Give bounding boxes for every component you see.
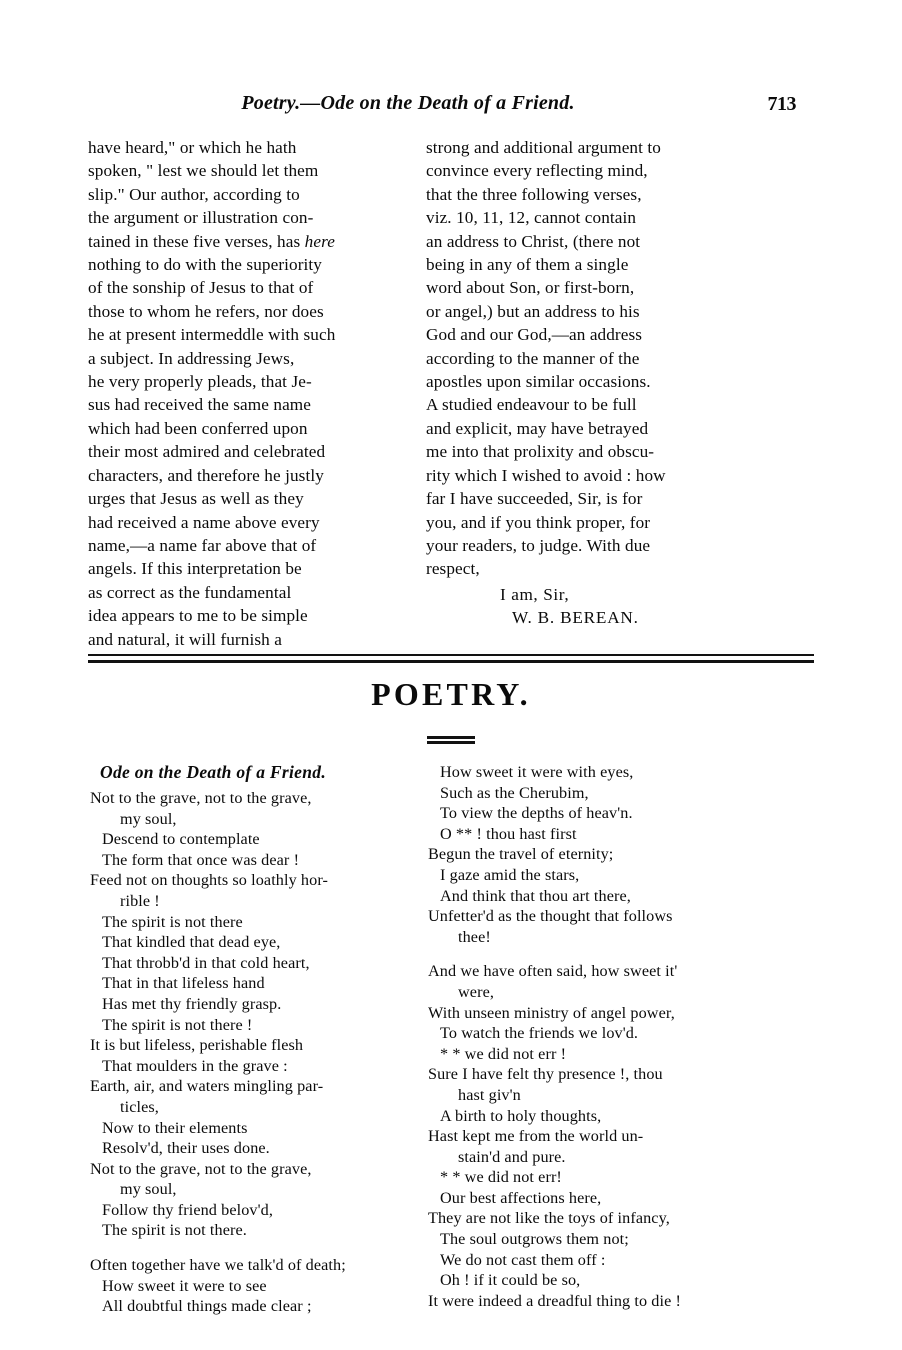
- verse-line: Has met thy friendly grasp.: [102, 994, 282, 1013]
- verse-line: Descend to contemplate: [102, 830, 260, 849]
- verse-line: It were indeed a dreadful thing to die !: [428, 1291, 682, 1310]
- prose-line: word about Son, or first-born,: [426, 278, 635, 298]
- prose-line: rity which I wished to avoid : how: [426, 465, 666, 485]
- prose-line: and explicit, may have betrayed: [426, 418, 649, 438]
- verse-line: I gaze amid the stars,: [440, 865, 580, 884]
- heading-ornament-rule: [427, 736, 475, 744]
- prose-line: according to the manner of the: [426, 348, 640, 368]
- verse-line: Our best affections here,: [440, 1188, 602, 1207]
- verse-line: All doubtful things made clear ;: [102, 1297, 312, 1316]
- prose-line: he at present intermeddle with such: [88, 325, 336, 345]
- poem-verse-lines-left: [90, 788, 426, 1317]
- page-number: 713: [767, 93, 796, 115]
- verse-line: were,: [458, 982, 494, 1001]
- prose-line: respect,: [426, 559, 480, 579]
- verse-line: Oh ! if it could be so,: [440, 1271, 581, 1290]
- verse-line: To watch the friends we lov'd.: [440, 1024, 639, 1043]
- verse-line: O ** ! thou hast first: [440, 824, 577, 843]
- verse-line: * * we did not err!: [440, 1168, 562, 1187]
- prose-line: angels. If this interpretation be: [88, 559, 302, 579]
- prose-line: nothing to do with the superiority: [88, 255, 322, 275]
- stanza-gap: [428, 947, 764, 961]
- prose-line: your readers, to judge. With due: [426, 535, 651, 555]
- verse-line: Often together have we talk'd of death;: [90, 1256, 346, 1275]
- prose-line: have heard," or which he hath: [88, 138, 297, 157]
- poem-column-left: [90, 762, 426, 1317]
- verse-line: hast giv'n: [458, 1085, 521, 1104]
- prose-line: God and our God,—an address: [426, 325, 643, 345]
- letter-signoff: [426, 583, 756, 630]
- verse-line: The spirit is not there: [102, 912, 243, 931]
- verse-line: A birth to holy thoughts,: [440, 1106, 602, 1125]
- verse-line: Resolv'd, their uses done.: [102, 1139, 270, 1158]
- verse-line: That moulders in the grave :: [102, 1056, 288, 1075]
- running-head-title: Poetry.—Ode on the Death of a Friend.: [241, 92, 575, 114]
- poem-title: Ode on the Death of a Friend.: [100, 762, 326, 782]
- prose-line: sus had received the same name: [88, 395, 312, 415]
- verse-line: thee!: [458, 927, 491, 946]
- verse-line: Sure I have felt thy presence !, thou: [428, 1065, 663, 1084]
- prose-column-left: [88, 136, 418, 651]
- prose-line: being in any of them a single: [426, 255, 629, 275]
- verse-line: Such as the Cherubim,: [440, 783, 589, 802]
- prose-line: you, and if you think proper, for: [426, 512, 651, 532]
- poem-column-right: [428, 762, 764, 1311]
- prose-line: A studied endeavour to be full: [426, 395, 637, 415]
- prose-line: characters, and therefore he justly: [88, 465, 324, 485]
- prose-line: he very properly pleads, that Je-: [88, 372, 312, 392]
- prose-line: me into that prolixity and obscu-: [426, 442, 655, 462]
- prose-line: slip." Our author, according to: [88, 184, 300, 204]
- prose-line: of the sonship of Jesus to that of: [88, 278, 314, 298]
- prose-line: or angel,) but an address to his: [426, 301, 640, 321]
- verse-line: Earth, air, and waters mingling par-: [90, 1077, 324, 1096]
- prose-line: tained in these five verses, has here: [88, 231, 335, 251]
- verse-line: We do not cast them off :: [440, 1250, 606, 1269]
- verse-line: The soul outgrows them not;: [440, 1230, 629, 1249]
- prose-line: spoken, " lest we should let them: [88, 161, 319, 181]
- verse-line: Begun the travel of eternity;: [428, 845, 614, 864]
- prose-line: viz. 10, 11, 12, cannot contain: [426, 208, 637, 228]
- prose-line: the argument or illustration con-: [88, 208, 314, 228]
- section-divider-rule: [88, 654, 814, 664]
- verse-line: my soul,: [120, 809, 177, 828]
- prose-line: convince every reflecting mind,: [426, 161, 648, 181]
- signoff-author: W. B. BEREAN.: [512, 608, 639, 628]
- prose-line: idea appears to me to be simple: [88, 606, 308, 626]
- verse-line: And we have often said, how sweet it': [428, 962, 678, 981]
- verse-line: To view the depths of heav'n.: [440, 804, 633, 823]
- verse-line: That kindled that dead eye,: [102, 933, 281, 952]
- prose-line: and natural, it will furnish a: [88, 629, 282, 649]
- verse-line: The form that once was dear !: [102, 850, 300, 869]
- verse-line: The spirit is not there !: [102, 1015, 253, 1034]
- prose-line: apostles upon similar occasions.: [426, 372, 651, 392]
- poem-verse-lines-right: [428, 762, 764, 1311]
- verse-line: That throbb'd in that cold heart,: [102, 953, 310, 972]
- verse-line: Not to the grave, not to the grave,: [90, 789, 312, 807]
- verse-line: Hast kept me from the world un-: [428, 1127, 644, 1146]
- verse-line: It is but lifeless, perishable flesh: [90, 1036, 304, 1055]
- prose-line: which had been conferred upon: [88, 418, 308, 438]
- verse-line: How sweet it were to see: [102, 1276, 267, 1295]
- prose-line: a subject. In addressing Jews,: [88, 348, 295, 368]
- verse-line: * * we did not err !: [440, 1044, 567, 1063]
- verse-line: That in that lifeless hand: [102, 974, 265, 993]
- verse-line: my soul,: [120, 1180, 177, 1199]
- verse-line: ticles,: [120, 1097, 159, 1116]
- verse-line: Follow thy friend belov'd,: [102, 1200, 273, 1219]
- verse-line: Unfetter'd as the thought that follows: [428, 907, 673, 926]
- prose-line: name,—a name far above that of: [88, 535, 317, 555]
- verse-line: rible !: [120, 891, 160, 910]
- verse-line: Now to their elements: [102, 1118, 248, 1137]
- verse-line: How sweet it were with eyes,: [440, 763, 634, 781]
- running-head: [88, 92, 814, 122]
- section-heading-poetry: POETRY.: [371, 676, 531, 712]
- prose-line: their most admired and celebrated: [88, 442, 326, 462]
- prose-line: had received a name above every: [88, 512, 320, 532]
- verse-line: They are not like the toys of infancy,: [428, 1209, 670, 1228]
- prose-line: urges that Jesus as well as they: [88, 489, 304, 509]
- verse-line: Not to the grave, not to the grave,: [90, 1159, 312, 1178]
- verse-line: Feed not on thoughts so loathly hor-: [90, 871, 328, 890]
- signoff-salutation: I am, Sir,: [500, 584, 570, 604]
- verse-line: stain'd and pure.: [458, 1147, 566, 1166]
- prose-line: that the three following verses,: [426, 184, 642, 204]
- prose-line: as correct as the fundamental: [88, 582, 292, 602]
- verse-line: The spirit is not there.: [102, 1221, 247, 1240]
- verse-line: With unseen ministry of angel power,: [428, 1003, 675, 1022]
- stanza-gap: [90, 1241, 426, 1255]
- verse-line: And think that thou art there,: [440, 886, 631, 905]
- prose-line: those to whom he refers, nor does: [88, 301, 324, 321]
- prose-line: strong and additional argument to: [426, 138, 661, 157]
- prose-column-right: [426, 136, 756, 581]
- prose-line: an address to Christ, (there not: [426, 231, 641, 251]
- prose-line: far I have succeeded, Sir, is for: [426, 489, 643, 509]
